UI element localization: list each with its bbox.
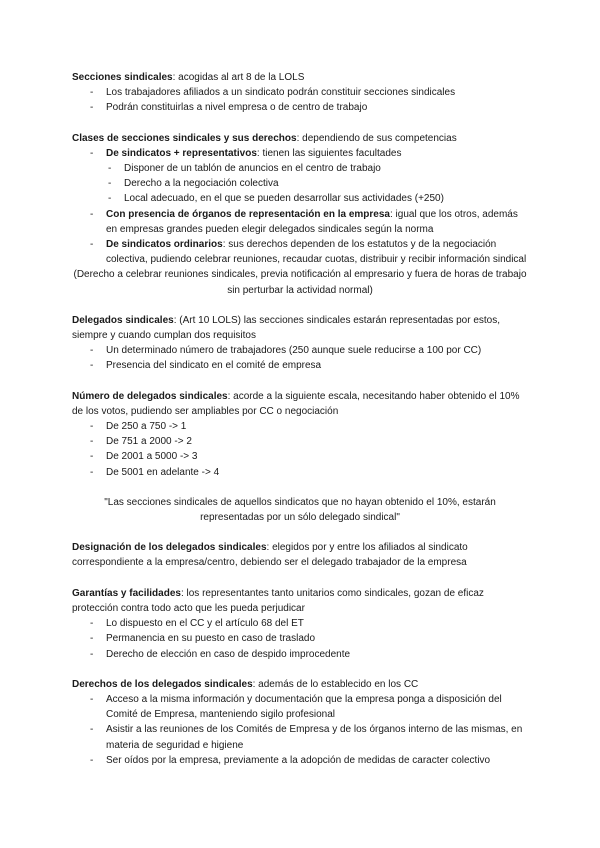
section-secciones-sindicales (72, 70, 528, 116)
paragraph (72, 540, 528, 570)
section-delegados (72, 313, 528, 374)
item-bold: Con presencia de órganos de representación en la empresa (106, 208, 390, 220)
section-heading: Secciones sindicales (72, 72, 173, 83)
list-item: - Podrán constituirlas a nivel empresa o de centro de trabajo (72, 100, 528, 115)
quote: "Las secciones sindicales de aquellos sindicatos que no hayan obtenido el 10%, estarán representadas por un sólo delegado sindical" (104, 496, 496, 524)
section-text: : dependiendo de sus competencias (296, 132, 457, 144)
section-heading: Clases de secciones sindicales y sus derechos (72, 132, 297, 144)
section-heading: Derechos de los delegados sindicales (72, 678, 253, 690)
section-text: : elegidos por y entre los afiliados al sindicato correspondiente a la empresa/centro, debiendo ser el delegado trabajador de la empresa (72, 542, 468, 569)
section-text: : acogidas al art 8 de la LOLS (172, 72, 305, 83)
item-text: : igual que los otros, además en empresas grandes pueden elegir delegados sindicales según la norma (106, 208, 518, 235)
list-item: - De 751 a 2000 -> 2 (72, 434, 528, 449)
bullet-list (72, 616, 528, 662)
item-text: : sus derechos dependen de los estatutos y de la negociación colectiva, pudiendo celebrar reuniones, recaudar cuotas, distribuir y recibir información sindical (106, 239, 527, 266)
paragraph (72, 586, 528, 616)
bullet-list (72, 343, 528, 373)
list-item: - De 5001 en adelante -> 4 (72, 465, 528, 480)
sub-bullet-list (72, 161, 528, 207)
section-text: : (Art 10 LOLS) las secciones sindicales estarán representadas por estos, siempre y cuando cumplan dos requisitos (72, 314, 500, 342)
list-item: - Acceso a la misma información y documentación que la empresa ponga a disposición del Comité de Empresa, manteniendo sigilo profesional (72, 692, 528, 722)
list-item (72, 207, 528, 237)
paragraph (72, 313, 528, 343)
paragraph (72, 677, 528, 692)
paragraph (72, 389, 528, 419)
sub-list-item: - Disponer de un tablón de anuncios en el centro de trabajo (72, 161, 528, 176)
section-derechos (72, 677, 528, 768)
bullet-list (72, 692, 528, 768)
list-item: - Lo dispuesto en el CC y el artículo 68 del ET (72, 616, 528, 631)
list-item: - Permanencia en su puesto en caso de traslado (72, 631, 528, 646)
section-text: : además de lo establecido en los CC (252, 678, 419, 690)
list-item (72, 237, 528, 267)
list-item: - Derecho de elección en caso de despido improcedente (72, 647, 528, 662)
parenthetical-note: (Derecho a celebrar reuniones sindicales, previa notificación al empresario y fuera de horas de trabajo sin perturbar la actividad normal) (73, 269, 527, 296)
paragraph (72, 70, 528, 85)
paragraph (72, 131, 528, 146)
list-item: - Ser oídos por la empresa, previamente a la adopción de medidas de caracter colectivo (72, 753, 528, 768)
section-clases (72, 131, 528, 268)
section-garantias (72, 586, 528, 662)
section-heading: Número de delegados sindicales (72, 390, 228, 402)
list-item: - Un determinado número de trabajadores (250 aunque suele reducirse a 100 por CC) (72, 343, 528, 358)
section-heading: Delegados sindicales (72, 314, 174, 326)
bullet-list (72, 419, 528, 480)
item-text: : tienen las siguientes facultades (256, 147, 402, 159)
list-item (72, 146, 528, 207)
sub-list-item: - Local adecuado, en el que se pueden desarrollar sus actividades (+250) (72, 191, 528, 206)
list-item: - Los trabajadores afiliados a un sindicato podrán constituir secciones sindicales (72, 85, 528, 100)
item-bold: De sindicatos + representativos (106, 147, 257, 159)
item-bold: De sindicatos ordinarios (106, 239, 223, 251)
section-numero-delegados (72, 389, 528, 480)
section-designacion (72, 540, 528, 570)
section-text: : acorde a la siguiente escala, necesitando haber obtenido el 10% de los votos, pudiendo ser ampliables por CC o negociación (72, 390, 520, 417)
section-heading: Garantías y facilidades (72, 587, 181, 599)
list-item: - De 250 a 750 -> 1 (72, 419, 528, 434)
section-text: : los representantes tanto unitarios como sindicales, gozan de eficaz protección contra todo acto que les pueda perjudicar (72, 587, 484, 614)
sub-list-item: - Derecho a la negociación colectiva (72, 176, 528, 191)
list-item: - Presencia del sindicato en el comité de empresa (72, 358, 528, 373)
list-item: - Asistir a las reuniones de los Comités de Empresa y de los órganos interno de las mismas, en materia de seguridad e higiene (72, 722, 528, 752)
bullet-list (72, 85, 528, 115)
list-item: - De 2001 a 5000 -> 3 (72, 449, 528, 464)
bullet-list (72, 146, 528, 268)
section-heading: Designación de los delegados sindicales (72, 542, 267, 554)
